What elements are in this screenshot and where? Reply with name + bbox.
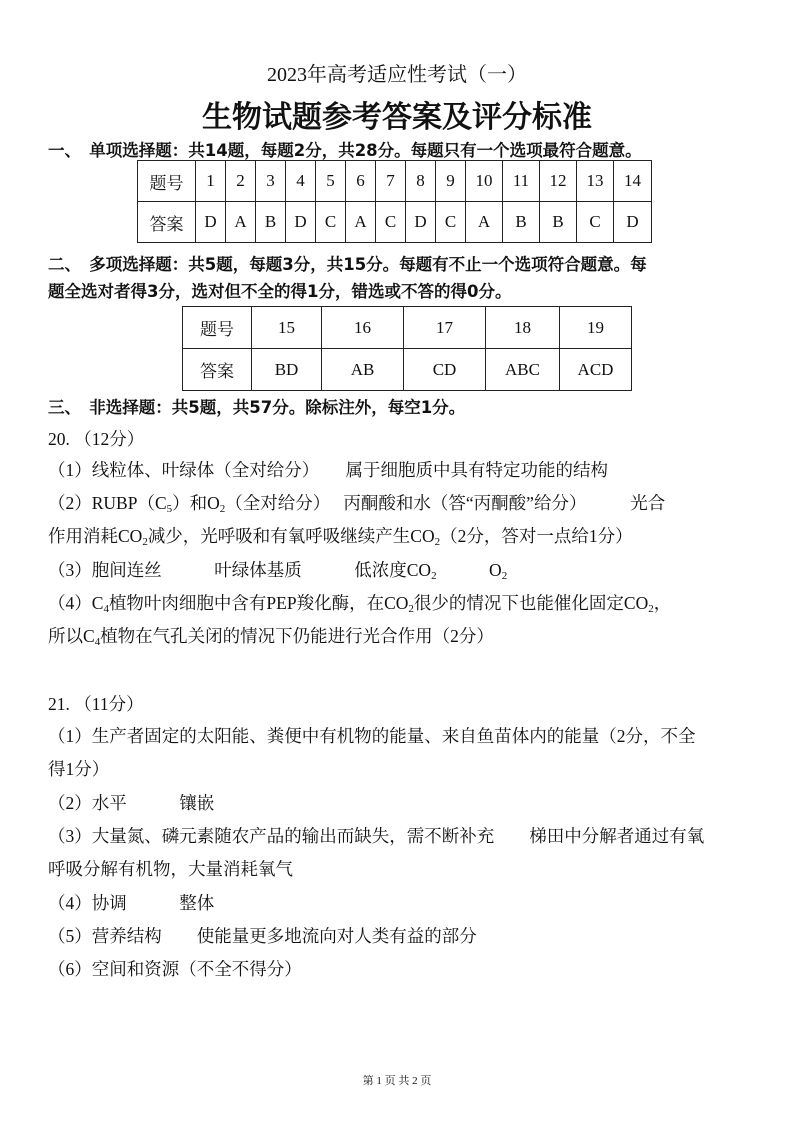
- answer-cell: A: [466, 202, 503, 243]
- q20-answer-4-cont: 所以$C_4$植物在气孔关闭的情况下仍能进行光合作用（2分）: [48, 626, 494, 648]
- answer-cell: B: [503, 202, 540, 243]
- q20-answer-3: （3）胞间连丝 叶绿体基质 低浓度$CO_2$ $O_2$: [48, 560, 508, 582]
- section2-heading-line1: 二、 多项选择题：共5题，每题3分，共15分。每题有不止一个选项符合题意。每: [48, 255, 647, 274]
- question-number-cell: 15: [252, 307, 322, 349]
- question-number-cell: 10: [466, 161, 503, 202]
- document-title: 生物试题参考答案及评分标准: [202, 100, 592, 135]
- answer-cell: CD: [404, 349, 486, 391]
- question-number-cell: 9: [436, 161, 466, 202]
- q21-answer-6: （6）空间和资源（不全不得分）: [48, 959, 302, 979]
- question-number-cell: 8: [406, 161, 436, 202]
- question-number-cell: 16: [322, 307, 404, 349]
- q21-answer-5: （5）营养结构 使能量更多地流向对人类有益的部分: [48, 926, 477, 946]
- section3-heading: 三、 非选择题：共5题，共57分。除标注外，每空1分。: [48, 398, 466, 417]
- answer-label: 答案: [138, 202, 196, 243]
- question-number-cell: 17: [404, 307, 486, 349]
- answer-cell: C: [436, 202, 466, 243]
- q21-title: 21. （11分）: [48, 694, 144, 714]
- section1-heading: 一、 单项选择题：共14题，每题2分，共28分。每题只有一个选项最符合题意。: [48, 141, 642, 160]
- answer-cell: BD: [252, 349, 322, 391]
- question-number-cell: 13: [577, 161, 614, 202]
- q20-answer-1: （1）线粒体、叶绿体（全对给分） 属于细胞质中具有特定功能的结构: [48, 460, 608, 480]
- answer-cell: A: [226, 202, 256, 243]
- question-number-cell: 3: [256, 161, 286, 202]
- question-number-cell: 18: [486, 307, 560, 349]
- page-number: 第 1 页 共 2 页: [362, 1075, 432, 1087]
- answer-cell: ABC: [486, 349, 560, 391]
- question-number-cell: 7: [376, 161, 406, 202]
- q21-answer-3-cont: 呼吸分解有机物，大量消耗氧气: [48, 859, 293, 879]
- single-choice-answer-table: [137, 160, 652, 243]
- q21-answer-1: （1）生产者固定的太阳能、粪便中有机物的能量、来自鱼苗体内的能量（2分，不全: [48, 726, 696, 746]
- answer-cell: C: [577, 202, 614, 243]
- exam-title: 2023年高考适应性考试（一）: [267, 64, 527, 86]
- question-number-cell: 5: [316, 161, 346, 202]
- question-number-cell: 2: [226, 161, 256, 202]
- question-number-cell: 14: [614, 161, 652, 202]
- question-number-cell: 12: [540, 161, 577, 202]
- answer-cell: A: [346, 202, 376, 243]
- answer-cell: ACD: [560, 349, 632, 391]
- table-row: [138, 202, 652, 243]
- question-number-cell: 11: [503, 161, 540, 202]
- q20-answer-4: $(4)C_4$植物叶肉细胞中含有PEP羧化酶，在$CO_2$很少的情况下也能催化固定$CO_2$，: [48, 593, 672, 615]
- answer-cell: B: [256, 202, 286, 243]
- question-number-cell: 19: [560, 307, 632, 349]
- answer-cell: B: [540, 202, 577, 243]
- answer-label: 答案: [183, 349, 252, 391]
- question-number-label: 题号: [138, 161, 196, 202]
- answer-cell: D: [406, 202, 436, 243]
- question-number-label: 题号: [183, 307, 252, 349]
- answer-cell: C: [316, 202, 346, 243]
- answer-cell: C: [376, 202, 406, 243]
- answer-cell: D: [614, 202, 652, 243]
- table-row: [138, 161, 652, 202]
- q21-answer-2: （2）水平 镶嵌: [48, 793, 215, 813]
- question-number-cell: 1: [196, 161, 226, 202]
- answer-cell: D: [286, 202, 316, 243]
- table-row: [183, 307, 632, 349]
- q21-answer-3: （3）大量氮、磷元素随农产品的输出而缺失，需不断补充 梯田中分解者通过有氧: [48, 826, 705, 846]
- q20-answer-2: $(2)RUBP(C_5)$和$O_2$（全对给分） 丙酮酸和水（答“丙酮酸”给分） 光合: [48, 493, 666, 515]
- question-number-cell: 4: [286, 161, 316, 202]
- q20-answer-2-cont: 作用消耗$CO_2$减少，光呼吸和有氧呼吸继续产生$CO_2(2$分，答对一点给1分）: [48, 526, 633, 548]
- q20-title: 20. （12分）: [48, 429, 145, 449]
- answer-cell: D: [196, 202, 226, 243]
- q21-answer-1-cont: 得1分）: [48, 759, 110, 779]
- multi-choice-answer-table: [182, 306, 632, 391]
- q21-answer-4: （4）协调 整体: [48, 893, 215, 913]
- section2-heading-line2: 题全选对者得3分，选对但不全的得1分，错选或不答的得0分。: [48, 282, 512, 301]
- table-row: [183, 349, 632, 391]
- question-number-cell: 6: [346, 161, 376, 202]
- answer-cell: AB: [322, 349, 404, 391]
